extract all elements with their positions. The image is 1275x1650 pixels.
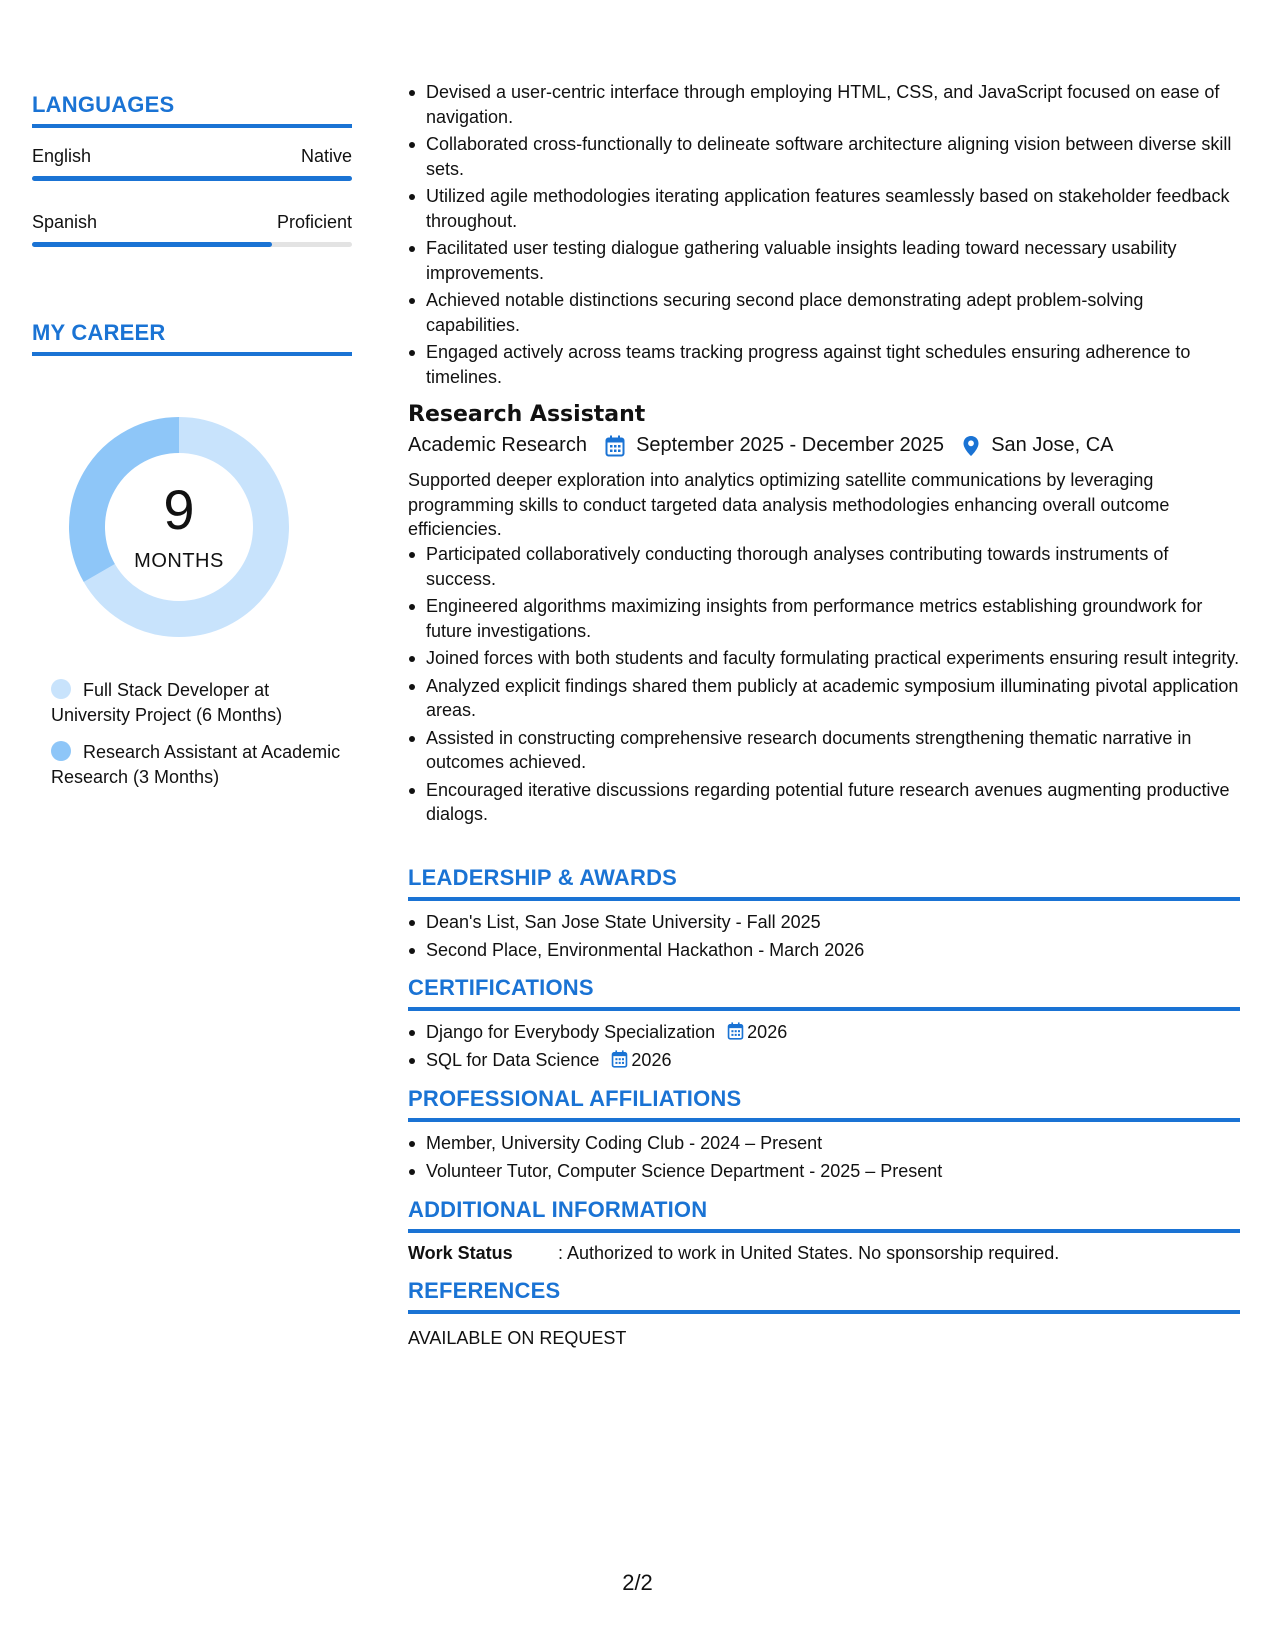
job-company: Academic Research [408,434,587,457]
job-location: San Jose, CA [991,434,1114,457]
career-legend-item [51,740,351,790]
career-legend-item [51,678,351,728]
career-heading: MY CAREER [32,320,352,356]
career-total-value: 9 [163,478,195,541]
list-item: Facilitated user testing dialogue gathering valuable insights leading toward necessary usability improvements. [408,236,1240,285]
language-proficiency-fill [32,242,272,247]
list-item [408,1020,1240,1045]
list-item: Joined forces with both students and faculty formulating practical experiments ensuring result integrity. [408,646,1240,671]
language-name: English [32,146,92,166]
affiliations-list [408,1131,1240,1186]
leadership-list [408,910,1240,965]
certification-name: SQL for Data Science [426,1049,600,1070]
calendar-icon [605,435,625,457]
page-number: 2/2 [622,1570,653,1595]
list-item: Encouraged iterative discussions regarding potential future research avenues augmenting productive dialogs. [408,778,1240,827]
certifications-list [408,1020,1240,1075]
list-item: Dean's List, San Jose State University - Fall 2025 [408,910,1240,935]
languages-heading: LANGUAGES [32,92,352,128]
list-item: Engaged actively across teams tracking progress against tight schedules ensuring adherence to timelines. [408,340,1240,389]
language-name: Spanish [32,212,98,232]
list-item: Second Place, Environmental Hackathon - March 2026 [408,938,1240,963]
career-total-unit: MONTHS [134,550,224,572]
list-item: Devised a user-centric interface through employing HTML, CSS, and JavaScript focused on ease of navigation. [408,80,1240,129]
legend-dot [51,741,71,761]
affiliations-heading: PROFESSIONAL AFFILIATIONS [408,1086,1240,1122]
work-status-row [408,1243,1059,1264]
list-item: Volunteer Tutor, Computer Science Department - 2025 – Present [408,1159,1240,1184]
list-item: Collaborated cross-functionally to delineate software architecture aligning vision between diverse skill sets. [408,132,1240,181]
location-pin-icon [962,435,980,457]
legend-label: Research Assistant at Academic Research (3 Months) [51,742,341,787]
list-item: Member, University Coding Club - 2024 – Present [408,1131,1240,1156]
references-heading: REFERENCES [408,1278,1240,1314]
calendar-icon [611,1050,628,1068]
certification-year: 2026 [747,1022,788,1042]
work-status-label: Work Status [408,1243,513,1263]
list-item: Engineered algorithms maximizing insights from performance metrics establishing groundwork for future investigations. [408,594,1240,643]
language-level: Proficient [276,212,352,232]
language-proficiency-fill [32,176,352,181]
certification-name: Django for Everybody Specialization [426,1022,716,1042]
list-item: Achieved notable distinctions securing second place demonstrating adept problem-solving capabilities. [408,288,1240,337]
job-dates: September 2025 - December 2025 [636,434,945,457]
work-status-value: : Authorized to work in United States. No sponsorship required. [558,1243,1060,1263]
additional-info-heading: ADDITIONAL INFORMATION [408,1197,1240,1233]
list-item: Participated collaboratively conducting thorough analyses contributing towards instruments of success. [408,542,1240,591]
list-item [408,1048,1240,1073]
job-meta [408,434,1113,457]
job-title: Research Assistant [408,402,646,427]
calendar-icon [727,1022,744,1040]
certifications-heading: CERTIFICATIONS [408,975,1240,1011]
list-item: Utilized agile methodologies iterating application features seamlessly based on stakeholder feedback throughout. [408,184,1240,233]
references-text: AVAILABLE ON REQUEST [408,1328,627,1348]
language-proficiency-bar [32,176,352,181]
job-bullets [408,542,1240,830]
career-donut-chart [66,414,292,640]
legend-label: Full Stack Developer at University Project (6 Months) [51,680,283,725]
language-level: Native [300,146,352,166]
legend-dot [51,679,71,699]
certification-year: 2026 [631,1049,672,1070]
previous-job-bullets [408,80,1240,392]
list-item: Assisted in constructing comprehensive research documents strengthening thematic narrative in outcomes achieved. [408,726,1240,775]
leadership-heading: LEADERSHIP & AWARDS [408,865,1240,901]
language-proficiency-bar [32,242,352,247]
job-summary: Supported deeper exploration into analytics optimizing satellite communications by leveraging programming skills to conduct targeted data analysis methodologies enhancing overall outcome efficiencies. [408,470,1170,539]
list-item: Analyzed explicit findings shared them publicly at academic symposium illuminating pivotal application areas. [408,674,1240,723]
